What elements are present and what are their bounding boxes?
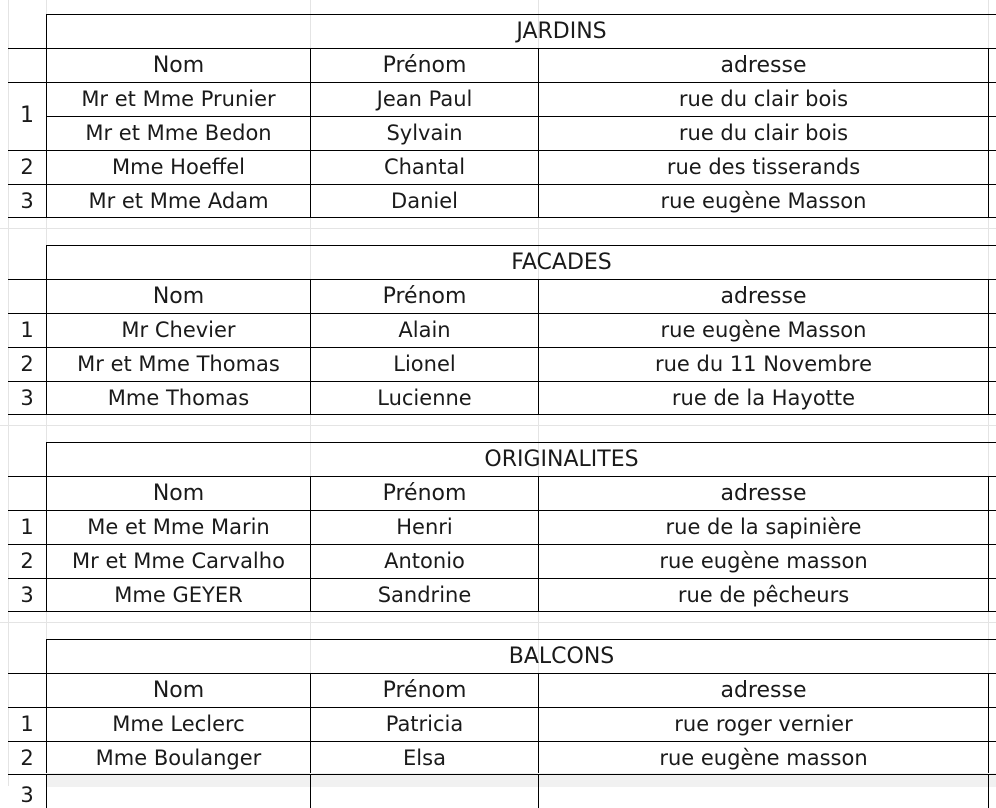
prenom-cell: Henri <box>310 510 538 544</box>
rank-header-cell <box>8 673 46 707</box>
adresse-cell: rue eugène masson <box>538 544 988 578</box>
table-row <box>0 116 996 150</box>
section-title-jardins: JARDINS <box>46 14 996 48</box>
prenom-cell: Sandrine <box>310 578 538 612</box>
rank-cell: 1 <box>20 103 34 128</box>
end-cell <box>988 741 996 775</box>
prenom-cell: Antonio <box>310 544 538 578</box>
table-bottom-border <box>8 414 996 415</box>
end-cell <box>988 673 996 707</box>
rank-cell: 3 <box>8 578 46 612</box>
end-cell <box>988 510 996 544</box>
table-row <box>0 774 996 808</box>
nom-cell <box>46 774 310 808</box>
nom-cell: Mr et Mme Thomas <box>46 347 310 381</box>
rank-cell: 1 <box>8 313 46 347</box>
prenom-header: Prénom <box>310 48 538 82</box>
table-row <box>0 82 996 116</box>
nom-cell: Mr et Mme Carvalho <box>46 544 310 578</box>
rank-cell: 2 <box>8 150 46 184</box>
end-cell <box>988 184 996 218</box>
end-cell <box>988 476 996 510</box>
nom-cell: Mme GEYER <box>46 578 310 612</box>
section-title-facades: FACADES <box>46 245 996 279</box>
nom-header: Nom <box>46 476 310 510</box>
adresse-cell: rue du clair bois <box>538 82 988 116</box>
nom-cell: Mme Thomas <box>46 381 310 415</box>
adresse-header: adresse <box>538 48 988 82</box>
section-title-originalites: ORIGINALITES <box>46 442 996 476</box>
prenom-cell: Lionel <box>310 347 538 381</box>
prenom-header: Prénom <box>310 279 538 313</box>
adresse-header: adresse <box>538 279 988 313</box>
end-cell <box>988 313 996 347</box>
prenom-cell: Daniel <box>310 184 538 218</box>
nom-cell: Mme Boulanger <box>46 741 310 775</box>
adresse-cell: rue eugène Masson <box>538 313 988 347</box>
table-row <box>0 578 996 612</box>
prenom-cell: Chantal <box>310 150 538 184</box>
adresse-cell: rue de la Hayotte <box>538 381 988 415</box>
rank-cell: 2 <box>8 347 46 381</box>
nom-cell: Mme Hoeffel <box>46 150 310 184</box>
grid-line <box>0 622 996 623</box>
table-header-row <box>0 48 996 82</box>
nom-cell: Mme Leclerc <box>46 707 310 741</box>
end-cell <box>988 578 996 612</box>
table-row <box>0 313 996 347</box>
end-cell <box>988 48 996 82</box>
end-cell <box>988 707 996 741</box>
grid-line <box>0 425 996 426</box>
table-bottom-border <box>8 611 996 612</box>
prenom-cell: Jean Paul <box>310 82 538 116</box>
prenom-cell: Alain <box>310 313 538 347</box>
table-row <box>0 184 996 218</box>
rank-cell-border <box>8 82 46 116</box>
rank-cell: 1 <box>8 707 46 741</box>
adresse-cell: rue du 11 Novembre <box>538 347 988 381</box>
table-header-row <box>0 279 996 313</box>
rank-header-cell <box>8 476 46 510</box>
rank-header-cell <box>8 279 46 313</box>
table-row <box>0 707 996 741</box>
rank-cell: 2 <box>8 741 46 775</box>
prenom-cell: Elsa <box>310 741 538 775</box>
prenom-header: Prénom <box>310 476 538 510</box>
nom-cell: Mr et Mme Prunier <box>46 82 310 116</box>
adresse-cell: rue roger vernier <box>538 707 988 741</box>
nom-cell: Me et Mme Marin <box>46 510 310 544</box>
end-cell <box>988 544 996 578</box>
nom-header: Nom <box>46 673 310 707</box>
section-title-balcons: BALCONS <box>46 639 996 673</box>
end-cell <box>988 116 996 150</box>
end-cell <box>988 279 996 313</box>
adresse-cell: rue de pêcheurs <box>538 578 988 612</box>
table-row <box>0 381 996 415</box>
table-row <box>0 741 996 775</box>
end-cell <box>988 381 996 415</box>
end-cell <box>988 150 996 184</box>
table-row <box>0 510 996 544</box>
prenom-cell <box>310 774 538 808</box>
adresse-cell: rue du clair bois <box>538 116 988 150</box>
prenom-header: Prénom <box>310 673 538 707</box>
table-row <box>0 544 996 578</box>
prenom-cell: Lucienne <box>310 381 538 415</box>
table-row <box>0 347 996 381</box>
rank-cell-merged <box>8 116 46 150</box>
adresse-cell: rue eugène masson <box>538 741 988 775</box>
adresse-cell <box>538 774 988 808</box>
table-bottom-border <box>8 217 996 218</box>
prenom-cell: Patricia <box>310 707 538 741</box>
rank-cell: 3 <box>8 184 46 218</box>
end-cell <box>988 347 996 381</box>
nom-cell: Mr et Mme Bedon <box>46 116 310 150</box>
adresse-cell: rue des tisserands <box>538 150 988 184</box>
table-row <box>0 150 996 184</box>
nom-cell: Mr et Mme Adam <box>46 184 310 218</box>
rank-cell: 2 <box>8 544 46 578</box>
rank-cell: 1 <box>8 510 46 544</box>
rank-cell: 3 <box>8 774 46 808</box>
table-header-row <box>0 673 996 707</box>
nom-cell: Mr Chevier <box>46 313 310 347</box>
adresse-cell: rue de la sapinière <box>538 510 988 544</box>
adresse-header: adresse <box>538 476 988 510</box>
adresse-header: adresse <box>538 673 988 707</box>
table-header-row <box>0 476 996 510</box>
nom-header: Nom <box>46 279 310 313</box>
rank-header-cell <box>8 48 46 82</box>
prenom-cell: Sylvain <box>310 116 538 150</box>
adresse-cell: rue eugène Masson <box>538 184 988 218</box>
rank-cell: 3 <box>8 381 46 415</box>
end-cell <box>988 82 996 116</box>
grid-line <box>0 228 996 229</box>
nom-header: Nom <box>46 48 310 82</box>
end-cell <box>988 774 996 808</box>
